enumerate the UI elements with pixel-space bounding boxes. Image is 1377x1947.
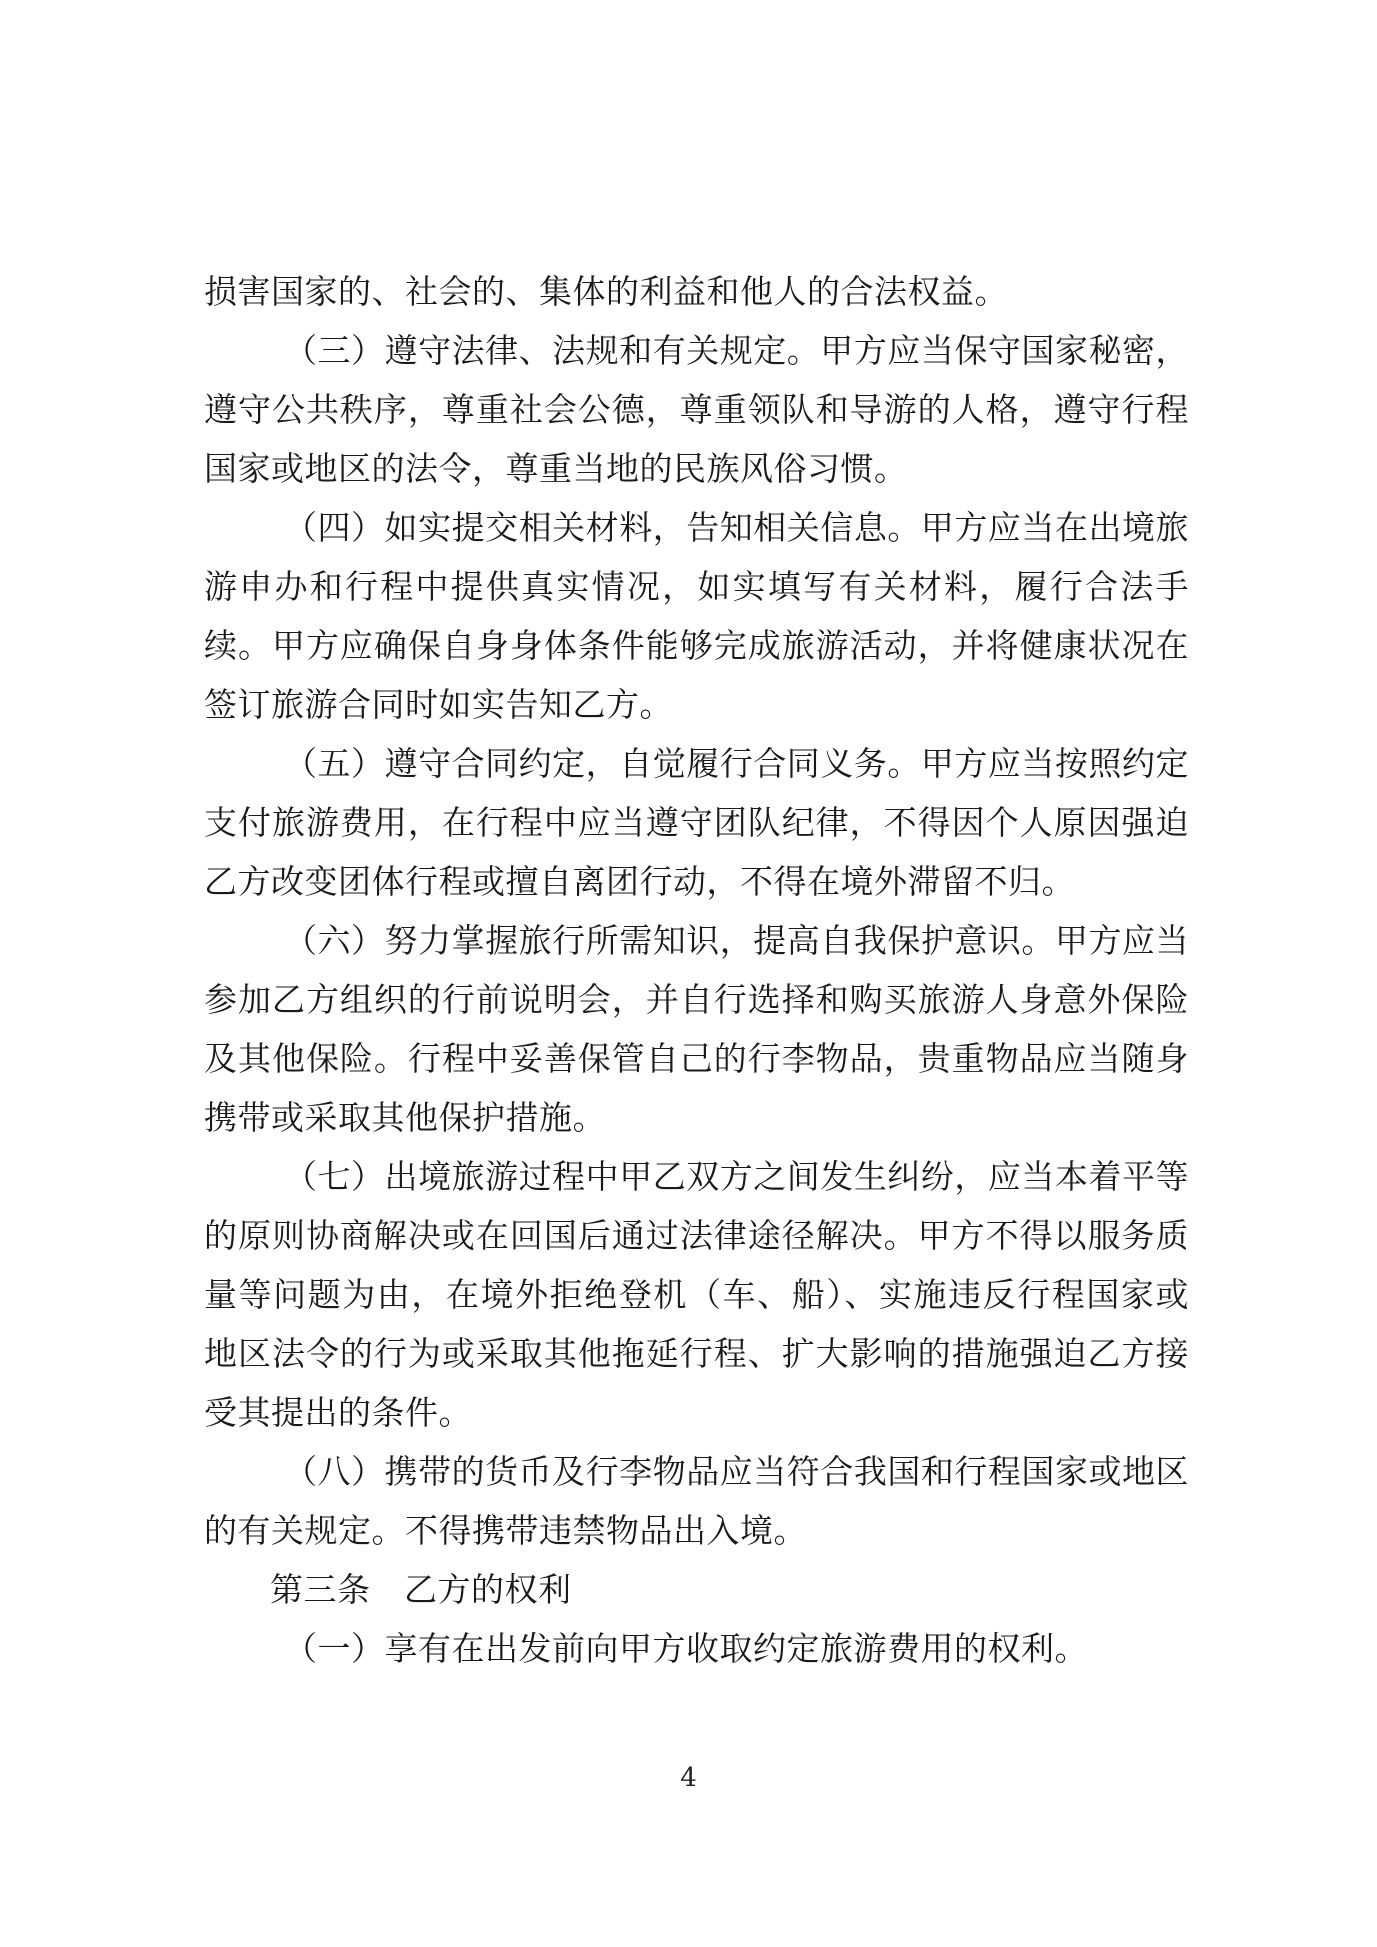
section-heading-article-3: 第三条 乙方的权利 — [270, 1570, 572, 1609]
paragraph-item-8: （八）携带的货币及行李物品应当符合我国和行程国家或地区的有关规定。不得携带违禁物品出入境。 — [204, 1452, 1189, 1550]
paragraph-item-7: （七）出境旅游过程中甲乙双方之间发生纠纷，应当本着平等的原则协商解决或在回国后通过法律途径解决。甲方不得以服务质量等问题为由，在境外拒绝登机（车、船）、实施违反行程国家或地区法令的行为或采取其他拖延行程、扩大影响的措施强迫乙方接受其提出的条件。 — [204, 1157, 1189, 1432]
paragraph-item-3: （三）遵守法律、法规和有关规定。甲方应当保守国家秘密，遵守公共秩序，尊重社会公德，尊重领队和导游的人格，遵守行程国家或地区的法令，尊重当地的民族风俗习惯。 — [204, 331, 1189, 488]
paragraph-item-5: （五）遵守合同约定，自觉履行合同义务。甲方应当按照约定支付旅游费用，在行程中应当遵守团队纪律，不得因个人原因强迫乙方改变团体行程或擅自离团行动，不得在境外滞留不归。 — [204, 744, 1189, 901]
paragraph-item-6: （六）努力掌握旅行所需知识，提高自我保护意识。甲方应当参加乙方组织的行前说明会，并自行选择和购买旅游人身意外保险及其他保险。行程中妥善保管自己的行李物品，贵重物品应当随身携带或采取其他保护措施。 — [204, 921, 1189, 1137]
paragraph-item-4: （四）如实提交相关材料，告知相关信息。甲方应当在出境旅游申办和行程中提供真实情况，如实填写有关材料，履行合法手续。甲方应确保自身身体条件能够完成旅游活动，并将健康状况在签订旅游合同时如实告知乙方。 — [204, 508, 1189, 724]
paragraph-continuation: 损害国家的、社会的、集体的利益和他人的合法权益。 — [204, 272, 1008, 311]
document-body — [204, 262, 1189, 1678]
paragraph-item-1: （一）享有在出发前向甲方收取约定旅游费用的权利。 — [284, 1629, 1088, 1668]
page-number: 4 — [680, 1763, 697, 1793]
